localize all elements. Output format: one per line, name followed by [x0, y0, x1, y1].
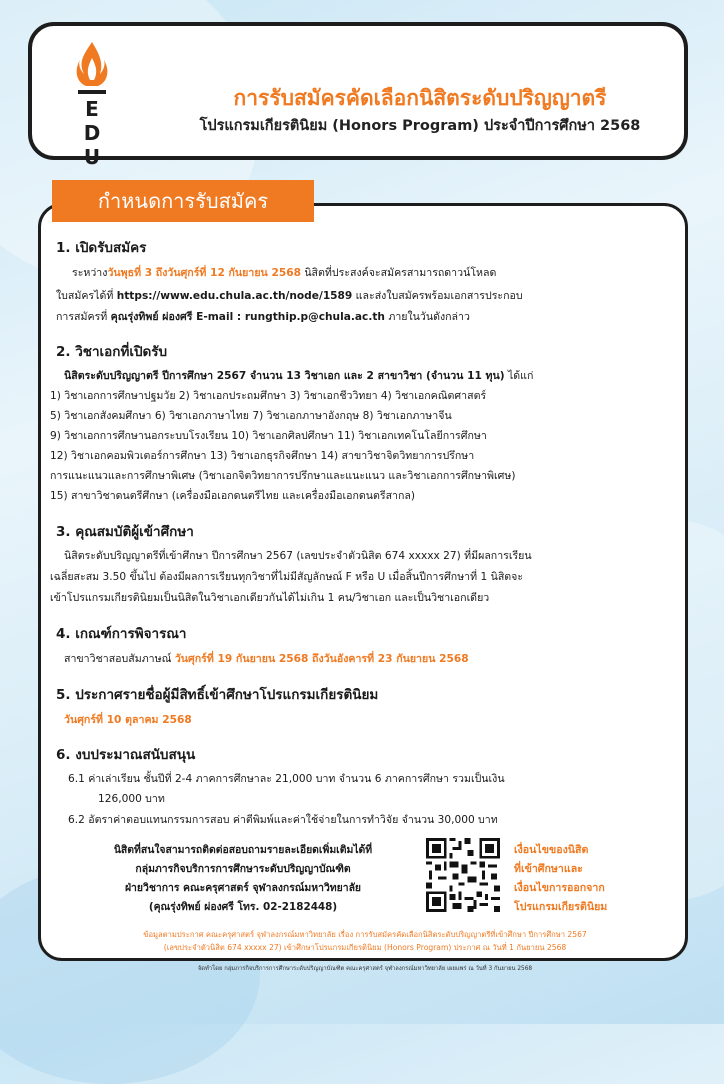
contact-line: กลุ่มภารกิจบริการการศึกษาระดับปริญญาบัณฑิต	[135, 863, 351, 875]
section-heading: 1. เปิดรับสมัคร	[56, 240, 147, 256]
section-heading: 6. งบประมาณสนับสนุน	[56, 747, 196, 763]
section-text	[64, 650, 469, 667]
footer-credit: จัดทำโดย กลุ่มภารกิจบริการการศึกษาระดับปริญญาบัณฑิต คณะครุศาสตร์ จุฬาลงกรณ์มหาวิทยาลัย เผยแพร่ ณ วันที่ 3 กันยายน 2568	[197, 966, 533, 972]
major-list-line: 15) สาขาวิชาดนตรีศึกษา (เครื่องมือเอกดนตรีไทย และเครื่องมือเอกดนตรีสากล)	[50, 490, 416, 502]
date-highlight: วันพุธที่ 3 ถึงวันศุกร์ที่ 12 กันยายน 2568	[107, 267, 301, 279]
footer-notice	[40, 928, 690, 954]
contact-block	[78, 841, 408, 917]
application-url-link[interactable]: https://www.edu.chula.ac.th/node/1589	[116, 290, 353, 302]
text-span: และส่งใบสมัครพร้อมเอกสารประกอบ	[352, 290, 523, 302]
qr-code-icon[interactable]	[426, 838, 500, 912]
major-list-line: 9) วิชาเอกการศึกษานอกระบบโรงเรียน 10) วิชาเอกศิลปศึกษา 11) วิชาเอกเทคโนโลยีการศึกษา	[50, 430, 487, 442]
footer-line: ข้อมูลตามประกาศ คณะครุศาสตร์ จุฬาลงกรณ์มหาวิทยาลัย เรื่อง การรับสมัครคัดเลือกนิสิตระดับปริญญาตรีที่เข้าศึกษา ปีการศึกษา 2567	[143, 930, 587, 939]
major-list-line: 5) วิชาเอกสังคมศึกษา 6) วิชาเอกภาษาไทย 7) วิชาเอกภาษาอังกฤษ 8) วิชาเอกภาษาจีน	[50, 410, 452, 422]
footer-line: (เลขประจำตัวนิสิต 674 xxxxx 27) เข้าศึกษาโปรแกรมเกียรตินิยม (Honors Program) ประกาศ ณ วันที่ 1 กันยายน 2568	[163, 943, 567, 952]
major-list-line: 1) วิชาเอกการศึกษาปฐมวัย 2) วิชาเอกประถมศึกษา 3) วิชาเอกชีววิทยา 4) วิชาเอกคณิตศาสตร์	[50, 390, 487, 402]
text-span: ระหว่าง	[72, 267, 108, 279]
section-heading: 2. วิชาเอกที่เปิดรับ	[56, 344, 168, 360]
svg-text:D: D	[83, 121, 101, 145]
text-span: ภายในวันดังกล่าว	[384, 311, 470, 323]
section-heading: 4. เกณฑ์การพิจารณา	[56, 626, 187, 642]
contact-line: นิสิตที่สนใจสามารถติดต่อสอบถามรายละเอียดเพิ่มเติมได้ที่	[113, 844, 373, 856]
page-title: การรับสมัครคัดเลือกนิสิตระดับปริญญาตรี	[233, 86, 607, 110]
text-span: ใบสมัครได้ที่	[56, 290, 117, 302]
budget-item: 6.1 ค่าเล่าเรียน ชั้นปีที่ 2-4 ภาคการศึกษาละ 21,000 บาท จำนวน 6 ภาคการศึกษา รวมเป็นเงิน	[68, 773, 505, 785]
section-text	[72, 264, 496, 281]
date-highlight: วันศุกร์ที่ 19 กันยายน 2568 ถึงวันอังคารที่ 23 กันยายน 2568	[174, 653, 469, 665]
qr-text-line: เงื่อนไขของนิสิต	[514, 844, 589, 856]
qr-text-line: ที่เข้าศึกษาและ	[514, 863, 583, 875]
text-span: นิสิตระดับปริญญาตรี ปีการศึกษา 2567 จำนวน 13 วิชาเอก และ 2 สาขาวิชา (จำนวน 11 ทุน)	[64, 370, 505, 382]
section-text: เข้าโปรแกรมเกียรตินิยมเป็นนิสิตในวิชาเอกเดียวกันได้ไม่เกิน 1 คน/วิชาเอก และเป็นวิชาเอกเดียว	[50, 592, 490, 604]
section-heading: 5. ประกาศรายชื่อผู้มีสิทธิ์เข้าศึกษาโปรแกรมเกียรตินิยม	[56, 687, 379, 703]
header-card	[28, 22, 688, 168]
contact-email[interactable]: คุณรุ่งทิพย์ ผ่องศรี E-mail : rungthip.p@chula.ac.th	[110, 311, 385, 323]
text-span: สาขาวิชาสอบสัมภาษณ์	[64, 653, 175, 665]
qr-text-line: โปรแกรมเกียรตินิยม	[514, 901, 608, 913]
major-list-line: การแนะแนวและการศึกษาพิเศษ (วิชาเอกจิตวิทยาการปรึกษาและแนะแนว และวิชาเอกการศึกษาพิเศษ)	[50, 470, 516, 482]
section-text: เฉลี่ยสะสม 3.50 ขึ้นไป ต้องมีผลการเรียนทุกวิชาที่ไม่มีสัญลักษณ์ F หรือ U เมื่อสิ้นปีการศึกษาที่ 1 นิสิตจะ	[50, 571, 524, 583]
text-span: ได้แก่	[504, 370, 534, 382]
budget-item: 126,000 บาท	[98, 793, 165, 805]
torch-logo-icon	[72, 40, 112, 168]
section-heading: 3. คุณสมบัติผู้เข้าศึกษา	[56, 524, 194, 540]
date-highlight: วันศุกร์ที่ 10 ตุลาคม 2568	[64, 714, 192, 726]
svg-text:E: E	[85, 97, 99, 121]
section-text: นิสิตระดับปริญญาตรีที่เข้าศึกษา ปีการศึกษา 2567 (เลขประจำตัวนิสิต 674 xxxxx 27) ที่มีผลการเรียน	[64, 550, 532, 562]
budget-item: 6.2 อัตราค่าตอบแทนกรรมการสอบ ค่าตีพิมพ์และค่าใช้จ่ายในการทำวิจัย จำนวน 30,000 บาท	[68, 814, 498, 826]
schedule-tab-banner: กำหนดการรับสมัคร	[52, 180, 314, 222]
qr-description	[514, 841, 607, 917]
contact-line: ฝ่ายวิชาการ คณะครุศาสตร์ จุฬาลงกรณ์มหาวิทยาลัย	[124, 882, 362, 894]
text-span: การสมัครที่	[56, 311, 111, 323]
contact-line: (คุณรุ่งทิพย์ ผ่องศรี โทร. 02-2182448)	[148, 901, 338, 913]
text-span: นิสิตที่ประสงค์จะสมัครสามารถดาวน์โหลด	[300, 267, 497, 279]
section-text	[56, 308, 470, 325]
section-text	[64, 367, 533, 384]
major-list-line: 12) วิชาเอกคอมพิวเตอร์การศึกษา 13) วิชาเอกธุรกิจศึกษา 14) สาขาวิชาจิตวิทยาการปรึกษา	[50, 450, 475, 462]
page-subtitle: โปรแกรมเกียรตินิยม (Honors Program) ประจำปีการศึกษา 2568	[199, 118, 641, 134]
section-text	[56, 287, 523, 304]
svg-text:U: U	[83, 145, 101, 168]
qr-text-line: เงื่อนไขการออกจาก	[514, 882, 605, 894]
